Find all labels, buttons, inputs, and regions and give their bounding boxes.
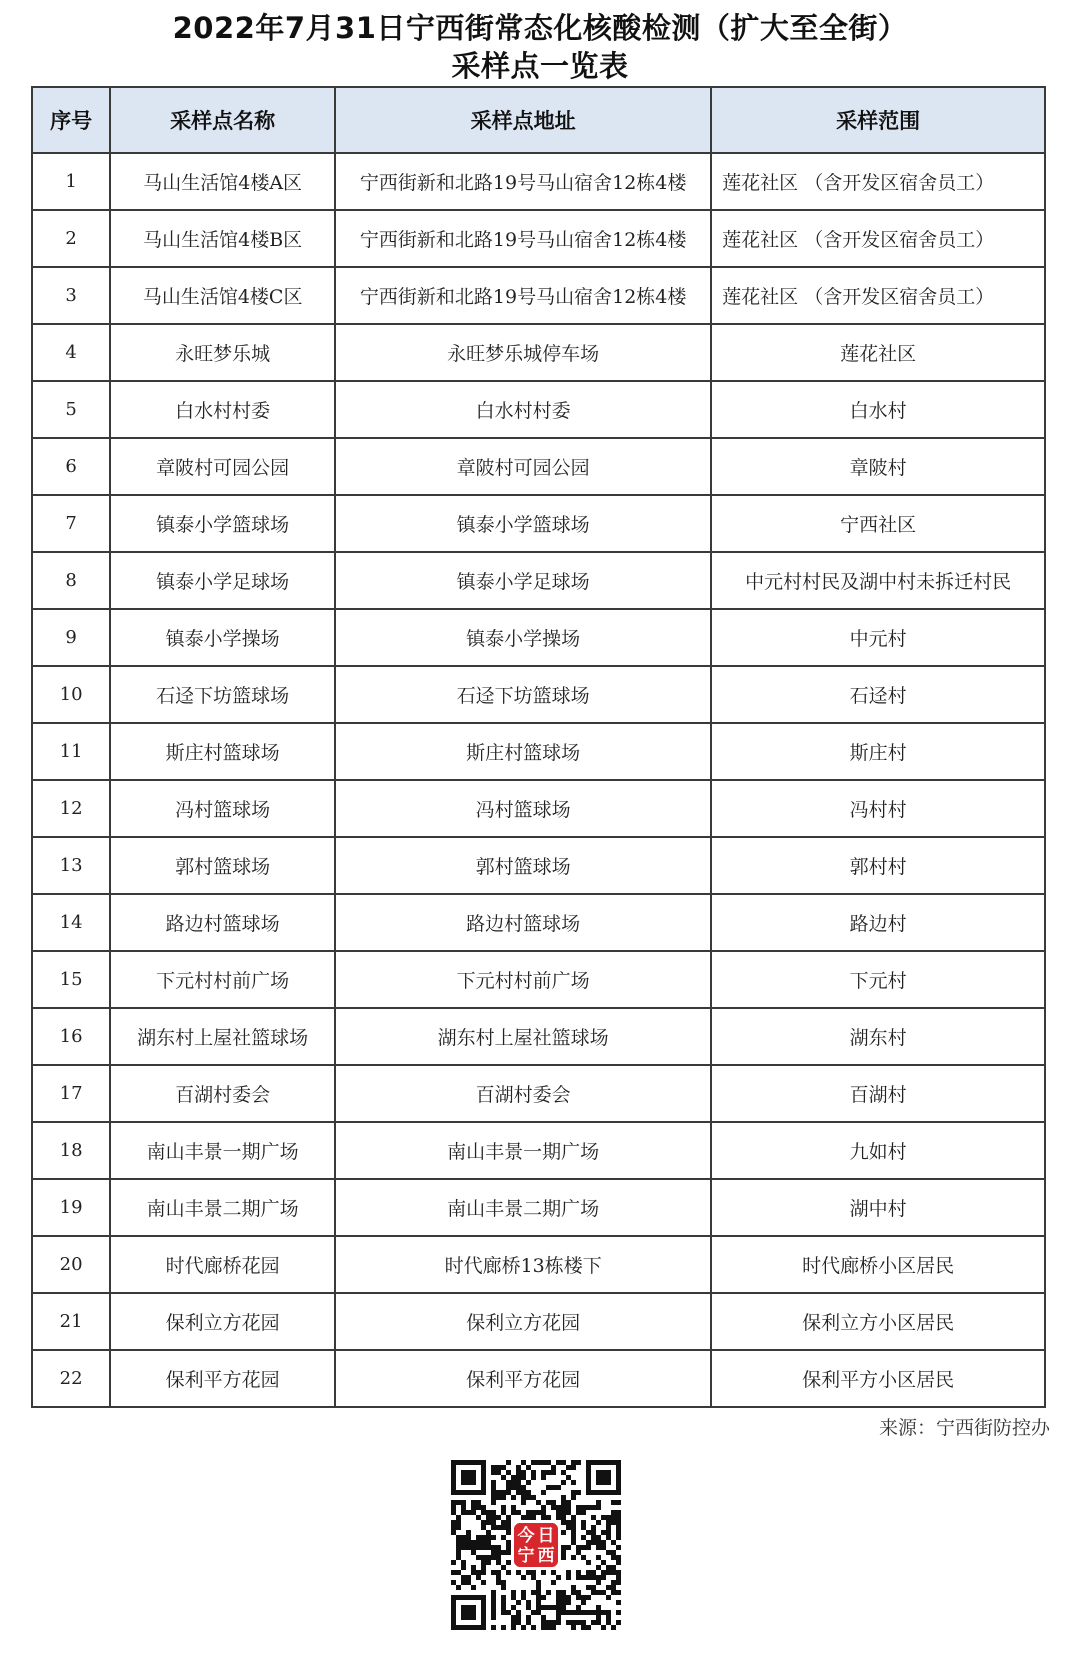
table-row xyxy=(32,324,1045,381)
cell-site-address: 宁西街新和北路19号马山宿舍12栋4楼 xyxy=(335,267,711,324)
cell-site-address: 南山丰景二期广场 xyxy=(335,1179,711,1236)
cell-scope: 莲花社区 xyxy=(711,324,1045,381)
table-row xyxy=(32,210,1045,267)
cell-site-address: 章陂村可园公园 xyxy=(335,438,711,495)
cell-scope: 中元村村民及湖中村未拆迁村民 xyxy=(711,552,1045,609)
cell-scope: 斯庄村 xyxy=(711,723,1045,780)
cell-site-address: 百湖村委会 xyxy=(335,1065,711,1122)
cell-scope: 宁西社区 xyxy=(711,495,1045,552)
table-row xyxy=(32,894,1045,951)
cell-scope: 湖中村 xyxy=(711,1179,1045,1236)
cell-site-address: 斯庄村篮球场 xyxy=(335,723,711,780)
header-no: 序号 xyxy=(32,87,110,153)
cell-site-name: 白水村村委 xyxy=(110,381,335,438)
cell-scope: 莲花社区 （含开发区宿舍员工） xyxy=(711,153,1045,210)
table-row xyxy=(32,780,1045,837)
table-row xyxy=(32,1122,1045,1179)
cell-no: 19 xyxy=(32,1179,110,1236)
cell-site-address: 南山丰景一期广场 xyxy=(335,1122,711,1179)
cell-no: 6 xyxy=(32,438,110,495)
cell-site-address: 白水村村委 xyxy=(335,381,711,438)
cell-no: 16 xyxy=(32,1008,110,1065)
page-subtitle: 采样点一览表 xyxy=(451,49,629,83)
cell-site-address: 下元村村前广场 xyxy=(335,951,711,1008)
header-site-name: 采样点名称 xyxy=(110,87,335,153)
cell-scope: 百湖村 xyxy=(711,1065,1045,1122)
cell-no: 17 xyxy=(32,1065,110,1122)
cell-no: 10 xyxy=(32,666,110,723)
cell-site-address: 保利平方花园 xyxy=(335,1350,711,1407)
cell-no: 14 xyxy=(32,894,110,951)
table-row xyxy=(32,1293,1045,1350)
qr-code-icon xyxy=(451,1460,621,1630)
cell-scope: 下元村 xyxy=(711,951,1045,1008)
svg-text:宁: 宁 xyxy=(517,1546,535,1566)
cell-site-name: 石迳下坊篮球场 xyxy=(110,666,335,723)
table-row xyxy=(32,438,1045,495)
table-row xyxy=(32,951,1045,1008)
cell-no: 8 xyxy=(32,552,110,609)
cell-scope: 九如村 xyxy=(711,1122,1045,1179)
cell-site-name: 湖东村上屋社篮球场 xyxy=(110,1008,335,1065)
cell-scope: 湖东村 xyxy=(711,1008,1045,1065)
table-row xyxy=(32,1179,1045,1236)
cell-site-address: 路边村篮球场 xyxy=(335,894,711,951)
table-row xyxy=(32,1350,1045,1407)
cell-site-name: 永旺梦乐城 xyxy=(110,324,335,381)
cell-site-address: 湖东村上屋社篮球场 xyxy=(335,1008,711,1065)
cell-site-name: 冯村篮球场 xyxy=(110,780,335,837)
cell-no: 22 xyxy=(32,1350,110,1407)
cell-site-name: 马山生活馆4楼C区 xyxy=(110,267,335,324)
cell-site-name: 百湖村委会 xyxy=(110,1065,335,1122)
cell-scope: 中元村 xyxy=(711,609,1045,666)
cell-scope: 冯村村 xyxy=(711,780,1045,837)
cell-site-address: 石迳下坊篮球场 xyxy=(335,666,711,723)
table-row xyxy=(32,723,1045,780)
cell-scope: 章陂村 xyxy=(711,438,1045,495)
table-row xyxy=(32,552,1045,609)
cell-scope: 时代廊桥小区居民 xyxy=(711,1236,1045,1293)
cell-no: 4 xyxy=(32,324,110,381)
cell-site-name: 镇泰小学足球场 xyxy=(110,552,335,609)
page-title: 2022年7月31日宁西街常态化核酸检测（扩大至全街） xyxy=(172,11,908,45)
cell-scope: 保利立方小区居民 xyxy=(711,1293,1045,1350)
cell-no: 11 xyxy=(32,723,110,780)
table-row xyxy=(32,381,1045,438)
cell-no: 21 xyxy=(32,1293,110,1350)
cell-site-name: 镇泰小学操场 xyxy=(110,609,335,666)
cell-scope: 保利平方小区居民 xyxy=(711,1350,1045,1407)
cell-site-address: 镇泰小学篮球场 xyxy=(335,495,711,552)
cell-site-name: 南山丰景二期广场 xyxy=(110,1179,335,1236)
table-row xyxy=(32,153,1045,210)
sampling-sites-table xyxy=(31,86,1046,1408)
svg-text:今: 今 xyxy=(517,1526,535,1546)
cell-no: 12 xyxy=(32,780,110,837)
cell-site-name: 南山丰景一期广场 xyxy=(110,1122,335,1179)
cell-no: 18 xyxy=(32,1122,110,1179)
table-row xyxy=(32,267,1045,324)
cell-site-address: 保利立方花园 xyxy=(335,1293,711,1350)
cell-site-address: 镇泰小学操场 xyxy=(335,609,711,666)
cell-no: 3 xyxy=(32,267,110,324)
cell-site-name: 马山生活馆4楼A区 xyxy=(110,153,335,210)
cell-site-address: 冯村篮球场 xyxy=(335,780,711,837)
cell-no: 20 xyxy=(32,1236,110,1293)
header-scope: 采样范围 xyxy=(711,87,1045,153)
cell-scope: 石迳村 xyxy=(711,666,1045,723)
table-row xyxy=(32,495,1045,552)
cell-scope: 郭村村 xyxy=(711,837,1045,894)
cell-scope: 莲花社区 （含开发区宿舍员工） xyxy=(711,267,1045,324)
cell-scope: 白水村 xyxy=(711,381,1045,438)
cell-no: 5 xyxy=(32,381,110,438)
cell-no: 13 xyxy=(32,837,110,894)
cell-site-address: 宁西街新和北路19号马山宿舍12栋4楼 xyxy=(335,153,711,210)
cell-site-name: 郭村篮球场 xyxy=(110,837,335,894)
cell-site-name: 章陂村可园公园 xyxy=(110,438,335,495)
cell-site-name: 马山生活馆4楼B区 xyxy=(110,210,335,267)
cell-no: 9 xyxy=(32,609,110,666)
cell-site-name: 时代廊桥花园 xyxy=(110,1236,335,1293)
table-row xyxy=(32,609,1045,666)
cell-site-name: 斯庄村篮球场 xyxy=(110,723,335,780)
cell-site-name: 保利立方花园 xyxy=(110,1293,335,1350)
source-note: 来源：宁西街防控办 xyxy=(878,1417,1050,1439)
cell-site-address: 镇泰小学足球场 xyxy=(335,552,711,609)
table-row xyxy=(32,1008,1045,1065)
cell-no: 1 xyxy=(32,153,110,210)
table-row xyxy=(32,1065,1045,1122)
cell-scope: 路边村 xyxy=(711,894,1045,951)
cell-scope: 莲花社区 （含开发区宿舍员工） xyxy=(711,210,1045,267)
svg-text:日: 日 xyxy=(537,1526,555,1546)
cell-site-address: 时代廊桥13栋楼下 xyxy=(335,1236,711,1293)
cell-no: 15 xyxy=(32,951,110,1008)
cell-no: 2 xyxy=(32,210,110,267)
table-row xyxy=(32,837,1045,894)
table-row xyxy=(32,666,1045,723)
table-header-row xyxy=(32,87,1045,153)
cell-no: 7 xyxy=(32,495,110,552)
table-row xyxy=(32,1236,1045,1293)
cell-site-address: 宁西街新和北路19号马山宿舍12栋4楼 xyxy=(335,210,711,267)
header-site-address: 采样点地址 xyxy=(335,87,711,153)
cell-site-name: 镇泰小学篮球场 xyxy=(110,495,335,552)
svg-text:西: 西 xyxy=(537,1546,555,1566)
cell-site-name: 路边村篮球场 xyxy=(110,894,335,951)
cell-site-address: 郭村篮球场 xyxy=(335,837,711,894)
cell-site-name: 保利平方花园 xyxy=(110,1350,335,1407)
cell-site-name: 下元村村前广场 xyxy=(110,951,335,1008)
cell-site-address: 永旺梦乐城停车场 xyxy=(335,324,711,381)
